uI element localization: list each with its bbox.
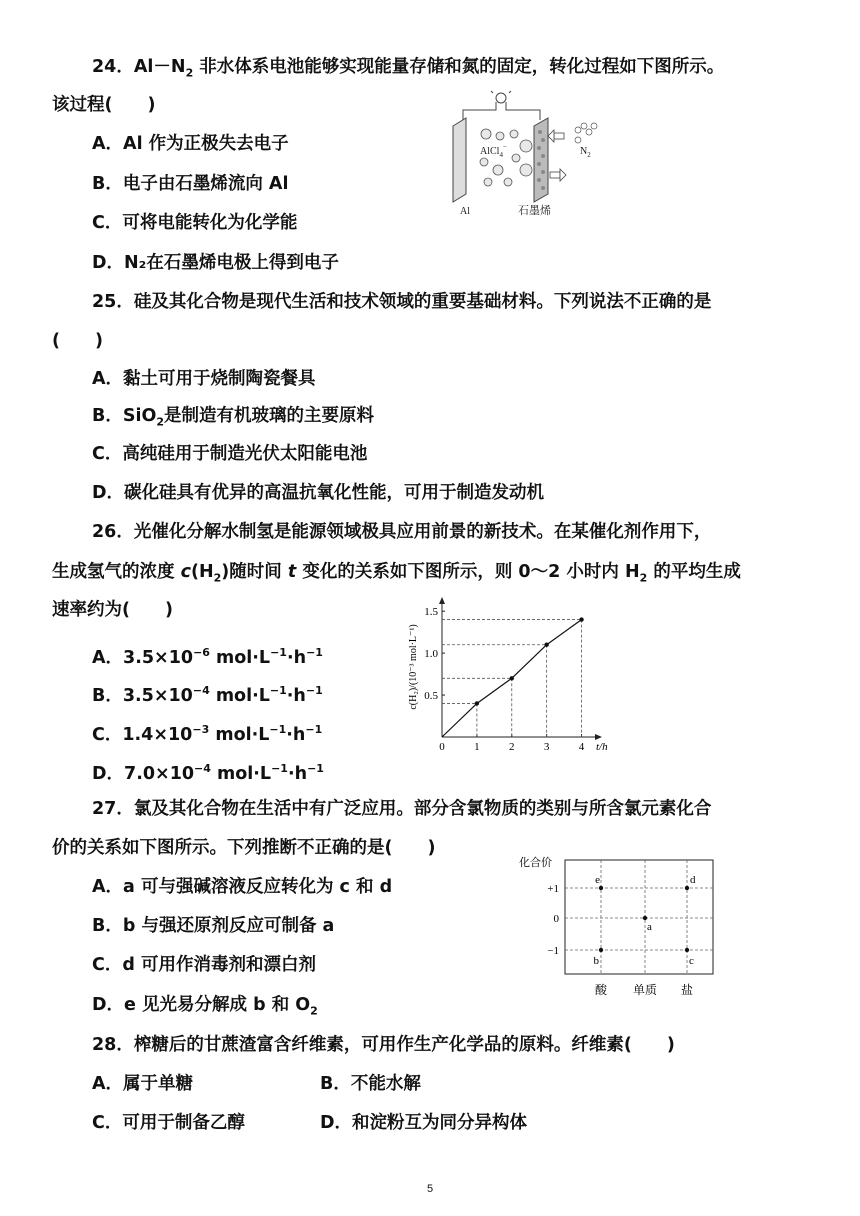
y-tick-label: 1.0 bbox=[424, 648, 438, 661]
y-tick-label: 0.5 bbox=[424, 690, 438, 703]
x-tick-label: 3 bbox=[543, 741, 550, 753]
h2-concentration-chart bbox=[400, 595, 610, 755]
x-category-label: 单质 bbox=[632, 983, 658, 997]
x-category-label: 盐 bbox=[680, 983, 694, 997]
q26-option-c: C．$1.4\times 10^{-3}$ $mol\cdot L^{-1}\cdot h^{-1}$ bbox=[92, 723, 323, 745]
data-point bbox=[685, 886, 689, 890]
data-point bbox=[599, 948, 603, 952]
data-point bbox=[685, 948, 689, 952]
q27-option-b: B．b 与强还原剂反应可制备 a bbox=[92, 916, 335, 936]
q26-stem-line3: 速率约为( ) bbox=[52, 600, 173, 620]
q24-option-c: C．可将电能转化为化学能 bbox=[92, 213, 298, 233]
data-point bbox=[643, 916, 647, 920]
x-axis-arrow-icon bbox=[595, 734, 602, 740]
q25-option-d: D．碳化硅具有优异的高温抗氧化性能，可用于制造发动机 bbox=[92, 483, 545, 503]
q27-option-c: C．d 可用作消毒剂和漂白剂 bbox=[92, 955, 316, 975]
n2-inflow-arrow-icon bbox=[548, 130, 564, 142]
q28-stem-line1: 28．榨糖后的甘蔗渣富含纤维素，可用作生产化学品的原料。纤维素( ) bbox=[92, 1035, 675, 1055]
q26-stem-line2: 生成氢气的浓度 $c(H_2)$随时间 t 变化的关系如下图所示，则 0～2 小时内 $H_2$ 的平均生成 bbox=[52, 562, 741, 585]
q26-option-a: A．$3.5\times 10^{-6}$ $mol\cdot L^{-1}\cdot h^{-1}$ bbox=[92, 646, 323, 668]
chart-y-axis-label: 化合价 bbox=[519, 856, 552, 869]
y-tick-label: 0 bbox=[553, 913, 559, 925]
data-point bbox=[544, 643, 548, 647]
al-electrode bbox=[453, 118, 466, 202]
q27-option-d: D．e 见光易分解成 b 和 $O_2$ bbox=[92, 995, 318, 1018]
q25-stem-line2: ( ) bbox=[52, 331, 103, 351]
q28-option-b: B．不能水解 bbox=[320, 1074, 421, 1094]
y-tick-label: +1 bbox=[547, 883, 559, 895]
data-point-label: d bbox=[690, 874, 696, 886]
y-axis-arrow-icon bbox=[439, 597, 445, 604]
q26-stem-line1: 26．光催化分解水制氢是能源领域极具应用前景的新技术。在某催化剂作用下， bbox=[92, 522, 712, 542]
data-point bbox=[475, 701, 479, 705]
page-number: 5 bbox=[426, 1183, 434, 1195]
data-point-label: b bbox=[593, 955, 599, 967]
q25-option-b: B．SiO$_2$是制造有机玻璃的主要原料 bbox=[92, 406, 374, 429]
q24-option-b: B．电子由石墨烯流向 Al bbox=[92, 174, 289, 194]
al-label: Al bbox=[460, 206, 470, 217]
outflow-arrow-icon bbox=[550, 169, 566, 181]
q27-stem-line2: 价的关系如下图所示。下列推断不正确的是( ) bbox=[52, 838, 436, 858]
x-category-label: 酸 bbox=[594, 983, 608, 997]
data-point bbox=[579, 617, 583, 621]
graphene-label: 石墨烯 bbox=[518, 204, 551, 217]
q28-option-c: C．可用于制备乙醇 bbox=[92, 1113, 245, 1133]
data-point-label: a bbox=[647, 921, 652, 933]
q24-option-a: A．Al 作为正极失去电子 bbox=[92, 134, 289, 154]
chart-y-axis-label: c(H₂)/(10⁻³ mol·L⁻¹) bbox=[408, 624, 419, 710]
q28-option-a: A．属于单糖 bbox=[92, 1074, 194, 1094]
q24-stem-line2: 该过程( ) bbox=[52, 95, 156, 115]
chlorine-valence-chart bbox=[515, 852, 720, 1002]
x-tick-label: 1 bbox=[474, 741, 480, 753]
battery-diagram bbox=[448, 90, 608, 220]
q27-stem-line1: 27．氯及其化合物在生活中有广泛应用。部分含氯物质的类别与所含氯元素化合 bbox=[92, 799, 712, 819]
q24-stem-line1: 24．$Al-N_2$ 非水体系电池能够实现能量存储和氮的固定，转化过程如下图所示。 bbox=[92, 57, 725, 80]
data-point-label: e bbox=[595, 874, 600, 886]
q25-option-c: C．高纯硅用于制造光伏太阳能电池 bbox=[92, 444, 368, 464]
svg-text:N2: $N_2$ bbox=[580, 146, 591, 159]
q26-option-b: B．$3.5\times 10^{-4}$ $mol\cdot L^{-1}\cdot h^{-1}$ bbox=[92, 684, 323, 706]
y-tick-label: −1 bbox=[547, 945, 559, 957]
q27-option-a: A．a 可与强碱溶液反应转化为 c 和 d bbox=[92, 877, 393, 897]
x-tick-label: 4 bbox=[578, 741, 585, 753]
q28-option-d: D．和淀粉互为同分异构体 bbox=[320, 1113, 528, 1133]
data-point-label: c bbox=[689, 955, 694, 967]
data-point bbox=[510, 676, 514, 680]
chart-x-axis-label: t/h bbox=[596, 741, 608, 753]
q24-option-d: D．N₂在石墨烯电极上得到电子 bbox=[92, 253, 339, 273]
q26-option-d: D．$7.0\times 10^{-4}$ $mol\cdot L^{-1}\cdot h^{-1}$ bbox=[92, 762, 324, 784]
light-bulb-icon bbox=[491, 90, 511, 103]
x-tick-label: 0 bbox=[439, 741, 445, 753]
x-tick-label: 2 bbox=[509, 741, 515, 753]
q25-option-a: A．黏土可用于烧制陶瓷餐具 bbox=[92, 369, 316, 389]
q25-stem-line1: 25．硅及其化合物是现代生活和技术领域的重要基础材料。下列说法不正确的是 bbox=[92, 292, 712, 312]
data-point bbox=[599, 886, 603, 890]
y-tick-label: 1.5 bbox=[424, 606, 438, 619]
svg-text:AlCl4−: AlCl$_4$− bbox=[480, 143, 507, 159]
